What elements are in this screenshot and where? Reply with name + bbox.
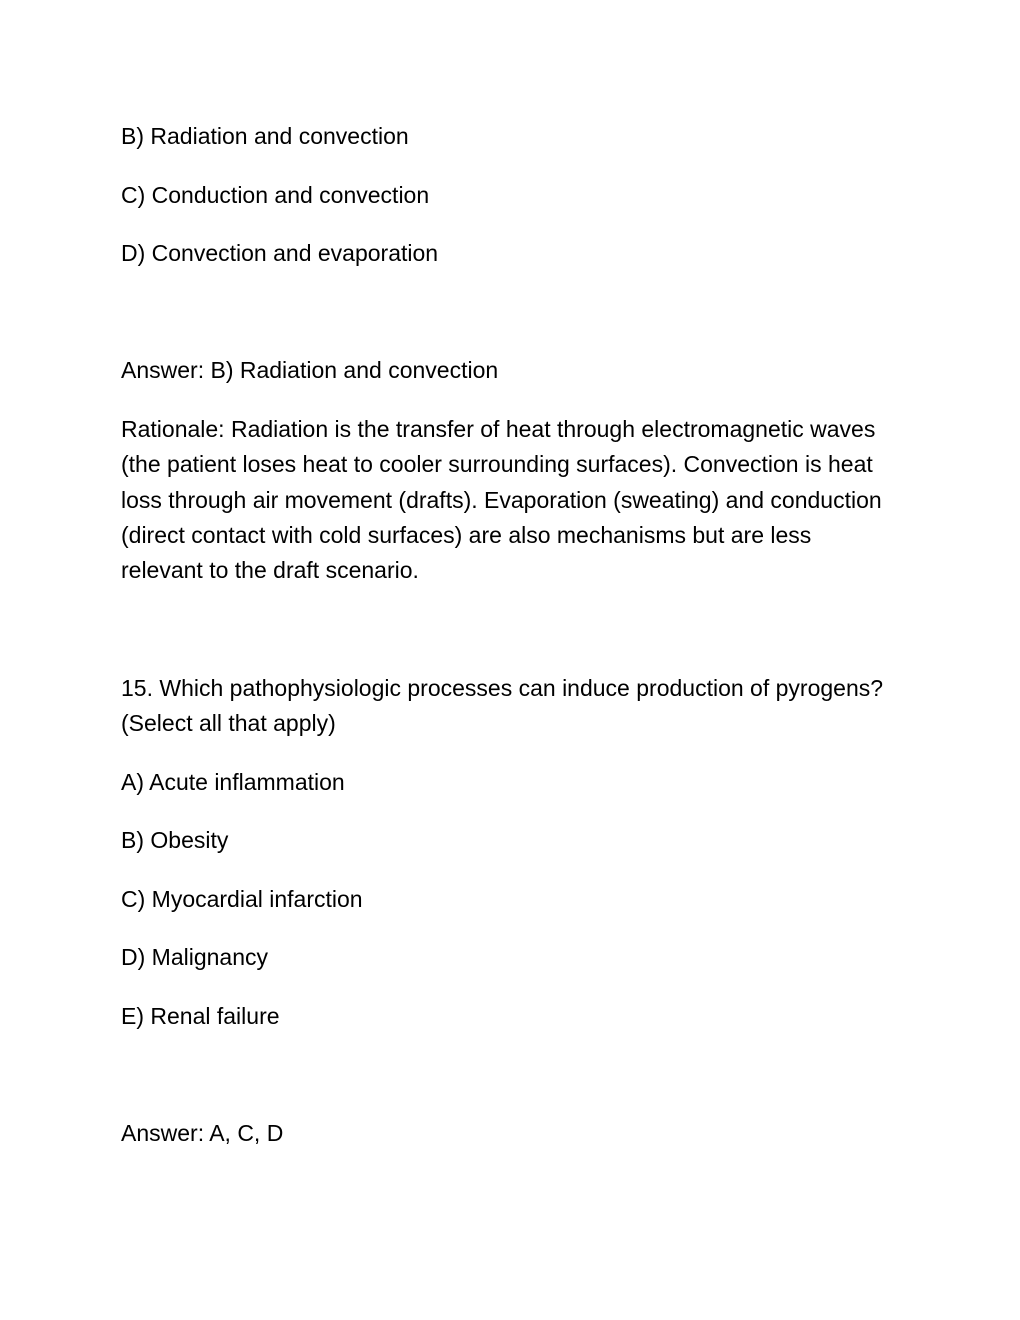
q15-option-c: C) Myocardial infarction: [121, 886, 363, 912]
q15-answer-text: Answer: A, C, D: [121, 1120, 284, 1146]
question-15-prompt: 15. Which pathophysiologic processes can induce production of pyrogens? (Select all that apply): [121, 675, 884, 737]
q15-option-b: B) Obesity: [121, 827, 229, 853]
q15-option-e: E) Renal failure: [121, 1003, 280, 1029]
option-b-text: B) Radiation and convection: [121, 123, 409, 149]
option-d-text: D) Convection and evaporation: [121, 240, 439, 266]
option-c-text: C) Conduction and convection: [121, 182, 430, 208]
rationale-paragraph: Rationale: Radiation is the transfer of heat through electromagnetic waves (the patient loses heat to cooler surrounding surfaces). Convection is heat loss through air movement (drafts). Evaporation (sweating) and conduction (direct contact with cold surfaces) are also mechanisms but are less relevant to the draft scenario.: [121, 416, 882, 584]
q15-option-d: D) Malignancy: [121, 944, 268, 970]
answer-text: Answer: B) Radiation and convection: [121, 357, 499, 383]
q15-option-a: A) Acute inflammation: [121, 769, 345, 795]
